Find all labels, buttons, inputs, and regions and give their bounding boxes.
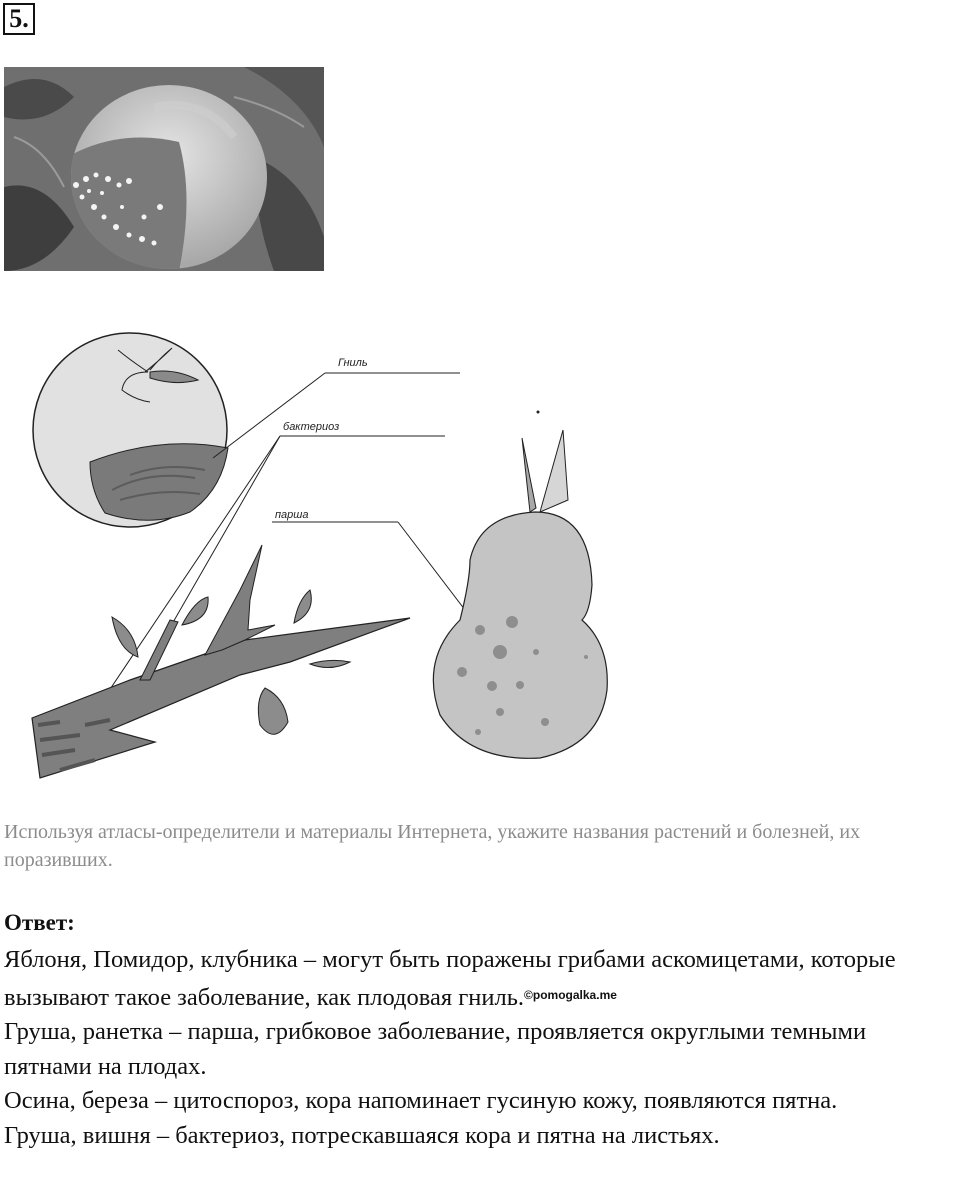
- label-bacteriosis: бактериоз: [283, 421, 340, 433]
- answer-line: Груша, ранетка – парша, грибковое заболевание, проявляется округлыми темными пятнами на плодах.: [4, 1018, 867, 1080]
- task-number: 5.: [3, 3, 35, 35]
- diseases-diagram: [0, 330, 960, 790]
- branch-drawing: [32, 545, 410, 778]
- apple-rot-photo: [4, 67, 324, 271]
- apple-drawing: [33, 333, 228, 527]
- watermark: ©pomogalka.me: [524, 987, 617, 1002]
- answer-title: Ответ:: [4, 910, 75, 935]
- label-scab: парша: [275, 509, 309, 521]
- answer-line: Осина, береза – цитоспороз, кора напоминает гусиную кожу, появляются пятна.: [4, 1087, 838, 1114]
- pear-drawing: [433, 411, 607, 759]
- label-rot: Гниль: [338, 357, 368, 369]
- question-text: Используя атласы-определители и материалы Интернета, укажите названия растений и болезней, их поразивших.: [4, 821, 861, 871]
- answer-line: Груша, вишня – бактериоз, потрескавшаяся кора и пятна на листьях.: [4, 1121, 720, 1149]
- answer-text: [4, 943, 959, 1153]
- answer-line: Яблоня, Помидор, клубника – могут быть поражены грибами аскомицетами, которые вызывают такое заболевание, как плодовая гниль.$^{©pomogalka.me}$: [4, 946, 896, 1011]
